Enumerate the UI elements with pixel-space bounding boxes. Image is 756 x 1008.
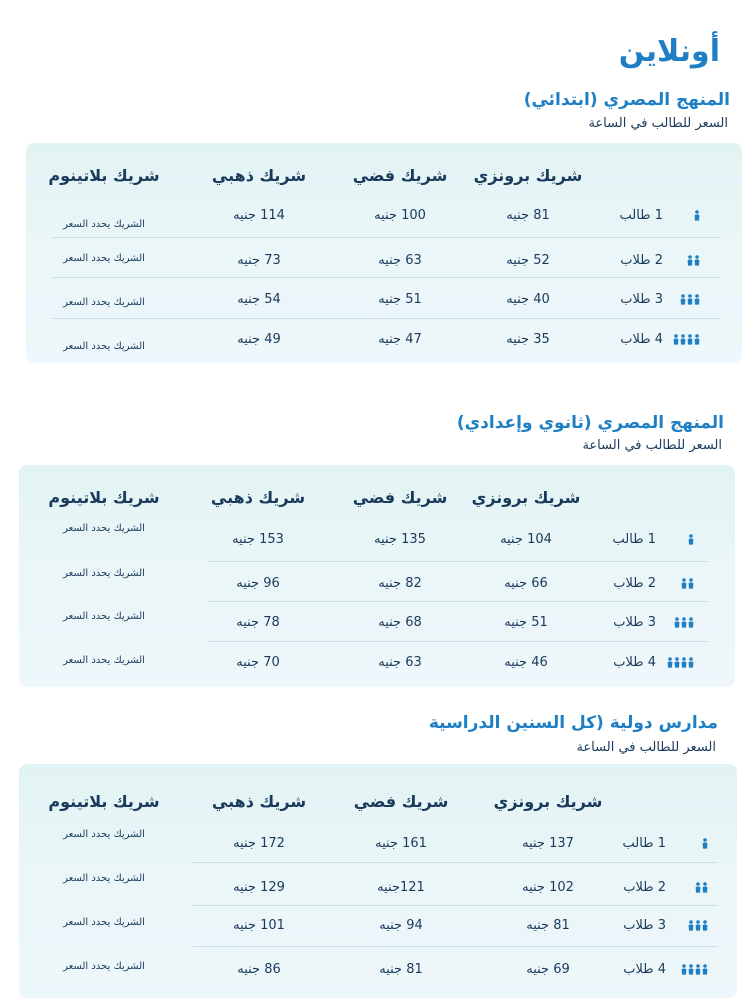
platinum-price-note: الشريك يحدد السعر [63,341,145,352]
row-divider [193,905,718,906]
price-bronze: 81 جنيه [526,918,570,933]
row-divider [193,946,718,947]
platinum-price-note: الشريك يحدد السعر [63,961,145,972]
row-divider [52,277,720,278]
platinum-price-note: الشريك يحدد السعر [63,873,145,884]
section-subtitle: السعر للطالب في الساعة [582,438,722,453]
column-header-platinum: شريك بلاتينوم [48,166,160,185]
person-icon [688,534,694,545]
price-silver: 63 جنيه [378,253,422,268]
column-header-silver: شريك فضي [352,488,448,507]
price-bronze: 40 جنيه [506,292,550,307]
students-icon-group [673,334,700,345]
student-count-label: 2 طلاب [613,576,656,591]
student-count-label: 1 طالب [612,532,656,547]
price-bronze: 66 جنيه [504,576,548,591]
students-icon-group [667,657,694,668]
person-icon [702,882,708,893]
section-title: مدارس دولية (كل السنين الدراسية [428,713,718,733]
student-count-label: 4 طلاب [620,332,663,347]
price-bronze: 51 جنيه [504,615,548,630]
price-gold: 78 جنيه [236,615,280,630]
person-icon [688,617,694,628]
price-bronze: 104 جنيه [500,532,552,547]
price-silver: 94 جنيه [379,918,423,933]
person-icon [674,617,680,628]
row-divider [208,601,708,602]
student-count-label: 3 طلاب [613,615,656,630]
person-icon [681,617,687,628]
platinum-price-note: الشريك يحدد السعر [63,523,145,534]
price-silver: 63 جنيه [378,655,422,670]
platinum-price-note: الشريك يحدد السعر [63,297,145,308]
column-header-gold: شريك ذهبي [210,488,306,507]
page-title: أونلاين [618,34,720,69]
price-bronze: 69 جنيه [526,962,570,977]
platinum-price-note: الشريك يحدد السعر [63,829,145,840]
person-icon [688,964,694,975]
price-silver: 68 جنيه [378,615,422,630]
price-gold: 153 جنيه [232,532,284,547]
platinum-price-note: الشريك يحدد السعر [63,655,145,666]
platinum-price-note: الشريك يحدد السعر [63,611,145,622]
person-icon [681,964,687,975]
person-icon [694,334,700,345]
price-silver: 161 جنيه [375,836,427,851]
price-bronze: 52 جنيه [506,253,550,268]
column-header-gold: شريك ذهبي [211,792,307,811]
row-divider [52,237,720,238]
platinum-price-note: الشريك يحدد السعر [63,917,145,928]
person-icon [673,334,679,345]
person-icon [687,294,693,305]
price-silver: 121جنيه [377,880,425,895]
person-icon [694,210,700,221]
student-count-label: 3 طلاب [620,292,663,307]
person-icon [681,657,687,668]
column-header-platinum: شريك بلاتينوم [48,792,160,811]
price-gold: 86 جنيه [237,962,281,977]
platinum-price-note: الشريك يحدد السعر [63,568,145,579]
price-silver: 100 جنيه [374,208,426,223]
price-silver: 135 جنيه [374,532,426,547]
person-icon [680,294,686,305]
price-gold: 114 جنيه [233,208,285,223]
price-bronze: 35 جنيه [506,332,550,347]
person-icon [680,334,686,345]
students-icon-group [681,578,694,589]
student-count-label: 3 طلاب [623,918,666,933]
students-icon-group [694,210,700,221]
person-icon [702,964,708,975]
price-gold: 49 جنيه [237,332,281,347]
price-gold: 54 جنيه [237,292,281,307]
person-icon [695,882,701,893]
price-gold: 96 جنيه [236,576,280,591]
person-icon [695,964,701,975]
student-count-label: 1 طالب [622,836,666,851]
person-icon [681,578,687,589]
row-divider [208,561,708,562]
student-count-label: 2 طلاب [620,253,663,268]
price-gold: 101 جنيه [233,918,285,933]
column-header-gold: شريك ذهبي [211,166,307,185]
platinum-price-note: الشريك يحدد السعر [63,253,145,264]
column-header-silver: شريك فضي [352,166,448,185]
person-icon [667,657,673,668]
column-header-bronze: شريك برونزي [471,488,581,507]
students-icon-group [688,920,708,931]
person-icon [702,920,708,931]
person-icon [694,294,700,305]
column-header-silver: شريك فضي [353,792,449,811]
person-icon [674,657,680,668]
person-icon [687,334,693,345]
student-count-label: 2 طلاب [623,880,666,895]
price-silver: 51 جنيه [378,292,422,307]
section-subtitle: السعر للطالب في الساعة [588,116,728,131]
column-header-platinum: شريك بلاتينوم [48,488,160,507]
section-title: المنهج المصري (ابتدائي) [523,90,730,110]
price-silver: 47 جنيه [378,332,422,347]
person-icon [688,657,694,668]
section-title: المنهج المصري (ثانوي وإعدادي) [456,413,724,433]
column-header-bronze: شريك برونزي [493,792,603,811]
price-gold: 129 جنيه [233,880,285,895]
price-gold: 172 جنيه [233,836,285,851]
section-subtitle: السعر للطالب في الساعة [576,740,716,755]
students-icon-group [702,838,708,849]
price-gold: 73 جنيه [237,253,281,268]
students-icon-group [674,617,694,628]
price-gold: 70 جنيه [236,655,280,670]
price-silver: 82 جنيه [378,576,422,591]
students-icon-group [680,294,700,305]
row-divider [208,641,708,642]
student-count-label: 1 طالب [619,208,663,223]
students-icon-group [687,255,700,266]
person-icon [694,255,700,266]
students-icon-group [688,534,694,545]
student-count-label: 4 طلاب [613,655,656,670]
person-icon [687,255,693,266]
row-divider [52,318,720,319]
price-bronze: 81 جنيه [506,208,550,223]
row-divider [193,862,718,863]
students-icon-group [695,882,708,893]
price-silver: 81 جنيه [379,962,423,977]
platinum-price-note: الشريك يحدد السعر [63,219,145,230]
person-icon [688,578,694,589]
person-icon [702,838,708,849]
students-icon-group [681,964,708,975]
price-bronze: 137 جنيه [522,836,574,851]
person-icon [695,920,701,931]
price-bronze: 46 جنيه [504,655,548,670]
student-count-label: 4 طلاب [623,962,666,977]
person-icon [688,920,694,931]
price-bronze: 102 جنيه [522,880,574,895]
column-header-bronze: شريك برونزي [473,166,583,185]
